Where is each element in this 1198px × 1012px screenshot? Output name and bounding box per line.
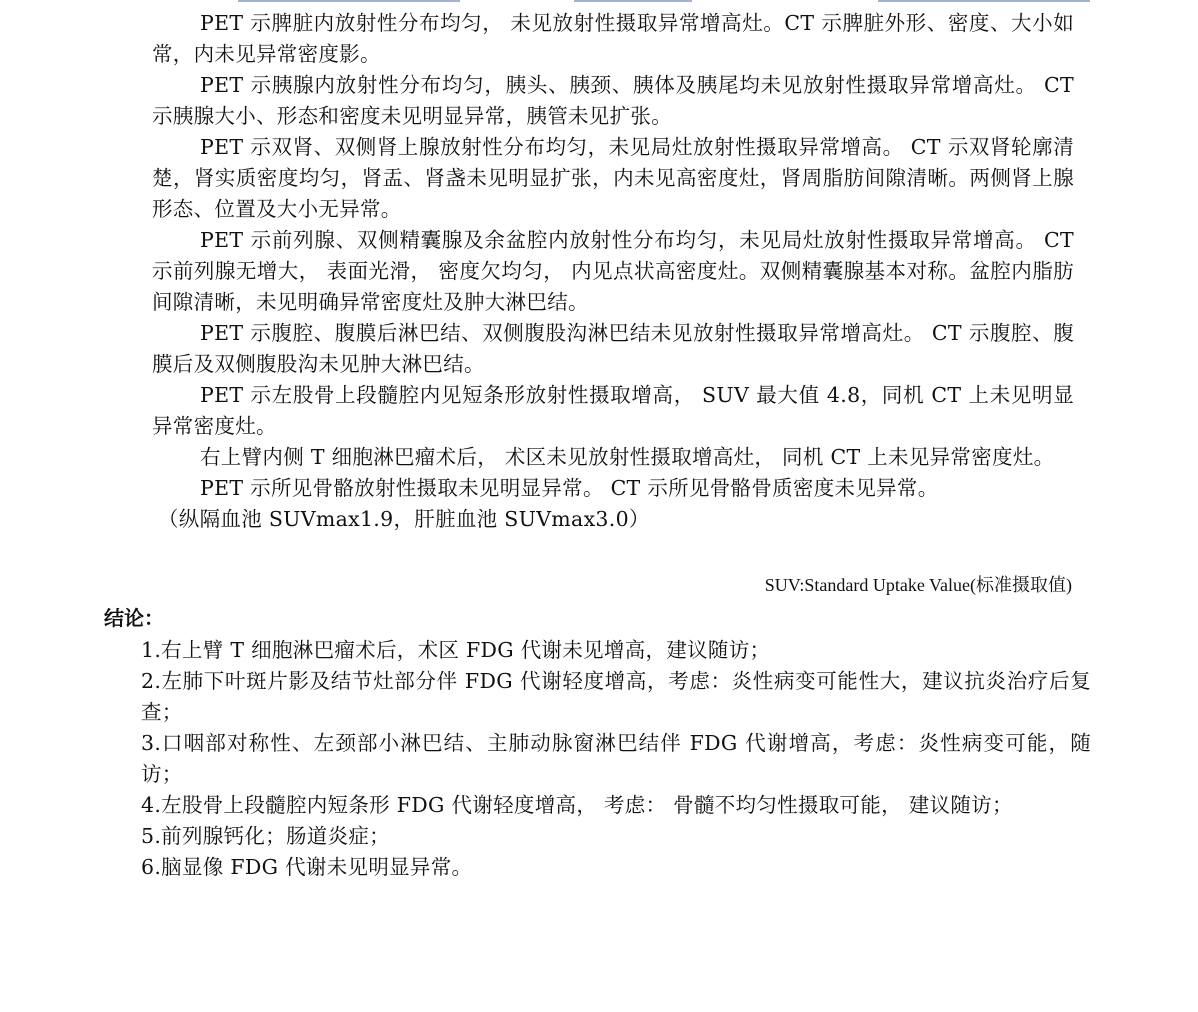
blood-pool-note: （纵隔血池 SUVmax1.9，肝脏血池 SUVmax3.0）	[158, 507, 650, 531]
finding-lymph-nodes: PET 示腹腔、腹膜后淋巴结、双侧腹股沟淋巴结未见放射性摄取异常增高灶。 CT 示腹腔、腹膜后及双侧腹股沟未见肿大淋巴结。	[152, 321, 1074, 376]
conclusion-item: 1.右上臂 T 细胞淋巴瘤术后，术区 FDG 代谢未见增高，建议随访；	[141, 638, 771, 662]
top-rule-center	[574, 0, 692, 2]
finding-spleen: PET 示脾脏内放射性分布均匀， 未见放射性摄取异常增高灶。CT 示脾脏外形、密度、大小如常，内未见异常密度影。	[152, 11, 1074, 66]
finding-kidneys-adrenals: PET 示双肾、双侧肾上腺放射性分布均匀，未见局灶放射性摄取异常增高。 CT 示双肾轮廓清楚，肾实质密度均匀，肾盂、肾盏未见明显扩张，内未见高密度灶，肾周脂肪间隙清晰。两侧肾上腺形态、位置及大小无异常。	[152, 135, 1074, 221]
suv-definition-note: SUV:Standard Uptake Value(标准摄取值)	[764, 575, 1072, 595]
finding-pancreas: PET 示胰腺内放射性分布均匀，胰头、胰颈、胰体及胰尾均未见放射性摄取异常增高灶。 CT 示胰腺大小、形态和密度未见明显异常，胰管未见扩张。	[152, 73, 1074, 128]
finding-prostate-pelvis: PET 示前列腺、双侧精囊腺及余盆腔内放射性分布均匀，未见局灶放射性摄取异常增高。 CT 示前列腺无增大， 表面光滑， 密度欠均匀， 内见点状高密度灶。双侧精囊腺基本对称。盆腔内脂肪间隙清晰，未见明确异常密度灶及肿大淋巴结。	[152, 228, 1074, 314]
conclusion-item: 6.脑显像 FDG 代谢未见明显异常。	[141, 855, 473, 879]
findings-section	[152, 8, 1074, 535]
finding-left-femur: PET 示左股骨上段髓腔内见短条形放射性摄取增高， SUV 最大值 4.8，同机 CT 上未见明显异常密度灶。	[152, 383, 1074, 438]
finding-skeleton: PET 示所见骨骼放射性摄取未见明显异常。 CT 示所见骨骼骨质密度未见异常。	[200, 476, 939, 500]
conclusion-heading: 结论：	[104, 606, 164, 630]
conclusion-item: 2.左肺下叶斑片影及结节灶部分伴 FDG 代谢轻度增高，考虑：炎性病变可能性大，建议抗炎治疗后复查；	[141, 669, 1091, 724]
conclusion-item: 5.前列腺钙化；肠道炎症；	[141, 824, 390, 848]
top-rule-left	[238, 0, 460, 2]
conclusion-item: 4.左股骨上段髓腔内短条形 FDG 代谢轻度增高， 考虑： 骨髓不均匀性摄取可能， 建议随访；	[141, 793, 1013, 817]
top-rule-right	[878, 0, 1090, 2]
finding-right-upper-arm: 右上臂内侧 T 细胞淋巴瘤术后， 术区未见放射性摄取增高灶， 同机 CT 上未见异常密度灶。	[200, 445, 1055, 469]
conclusion-item: 3.口咽部对称性、左颈部小淋巴结、主肺动脉窗淋巴结伴 FDG 代谢增高，考虑：炎性病变可能，随访；	[141, 731, 1091, 786]
conclusion-list	[141, 635, 1091, 883]
